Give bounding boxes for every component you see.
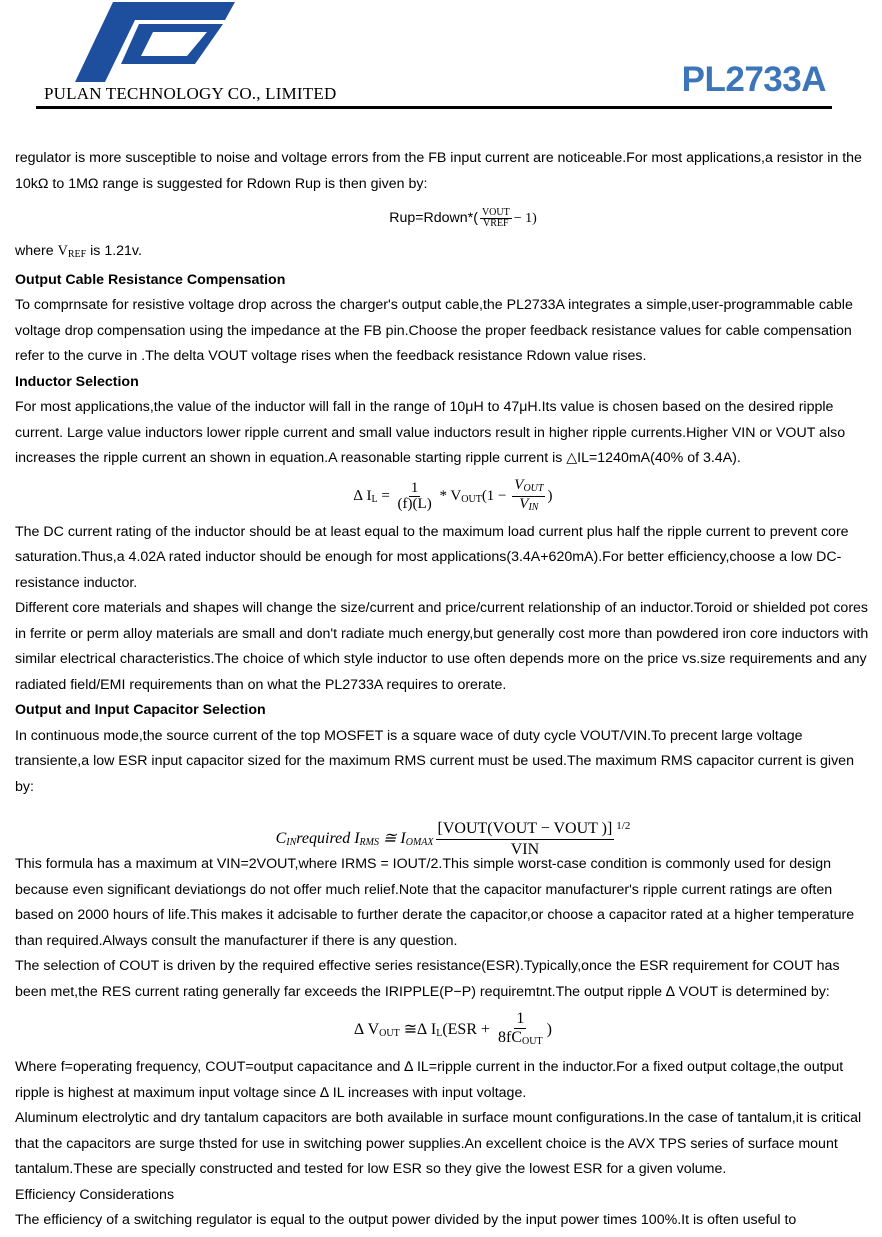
eq4-mid: ≅∆ I [399,1021,437,1038]
eq2-den: (f)(L) [397,495,432,512]
paragraph-formula-maximum: This formula has a maximum at VIN=2VOUT,where IRMS = IOUT/2.This simple worst-case condition is commonly used for design because even significant deviationgs do not offer much relief.Note that the capacitor manufacturer's ripple current ratings are often based on 2000 hours of life.This makes it adcisable to further derate the capacitor,or choose a capacitor rated at a higher temperature than required.Always consult the manufacturer if there is any question. [15,856,855,949]
eq-rup-prefix: Rup=Rdown*( [389,210,478,226]
eq4-close: ) [546,1021,552,1038]
where-vref-text-a: where [15,243,58,259]
eq4-den-sub: OUT [522,1035,543,1047]
equation-rup [55,197,871,239]
document-body [15,146,871,1234]
eq2-mid-sub: OUT [461,493,482,505]
eq2-num: 1 [410,479,419,496]
eq4-paren: (ESR + [442,1021,495,1038]
where-vref-sub: REF [67,249,87,260]
heading-inductor-selection: Inductor Selection [15,373,139,390]
paragraph-where-f: Where f=operating frequency, COUT=output capacitance and ∆ IL=ripple current in the inductor.For a fixed output coltage,the output ripple is highest at maximum input voltage since ∆ IL increases with input voltage. [15,1059,844,1101]
eq2-inner-fraction [512,478,545,515]
eq3-num: [VOUT(VOUT − VOUT )] [436,819,615,840]
eq4-lhs-sub: OUT [379,1028,400,1039]
eq-rup-suffix: − 1) [513,211,537,226]
paragraph-inductor-selection: For most applications,the value of the inductor will fall in the range of 10μH to 47μH.Its value is chosen based on the desired ripple current. Large value inductors lower ripple current and small value inductors result in higher ripple currents.Higher VIN or VOUT also increases the ripple current an shown in equation.A reasonable starting ripple current is △IL=1240mA(40% of 3.4A). [15,399,846,466]
paragraph-cout-selection: The selection of COUT is driven by the required effective series resistance(ESR).Typically,once the ESR requirement for COUT has been met,the RES current rating generally far exceeds the IRIPPLE(P−P) requiremtnt.The output ripple ∆ VOUT is determined by: [15,958,840,1000]
eq4-den: 8fC [498,1028,523,1046]
paragraph-core-materials: Different core materials and shapes will change the size/current and price/current relationship of an inductor.Toroid or shielded pot cores in ferrite or perm alloy materials are small and don't radiate much energy,but generally cost more than powdered iron core inductors with similar electrical characteristics.The choice of which style inductor to use often depends more on the price vs.size requirements and any radiated field/EMI requirements than on what the PL2733A requires to orerate. [15,600,869,693]
heading-cable-compensation: Output Cable Resistance Compensation [15,271,286,288]
where-vref [15,239,871,268]
eq2-fraction [396,481,434,512]
eq2-close: ) [547,487,553,504]
paragraph-dc-rating: The DC current rating of the inductor should be at least equal to the maximum load current plus half the ripple current to prevent core saturation.Thus,a 4.02A rated inductor should be enough for most applications(3.4A+620mA).For better efficiency,choose a low DC-resistance inductor. [15,523,849,591]
eq2-fden-sub: IN [528,501,539,513]
paragraph-aluminum-tantalum: Aluminum electrolytic and dry tantalum capacitors are both available in surface mount configurations.In the case of tantalum,it is critical that the capacitors are surge thsted for use in switching power supplies.An excellent choice is the AVX TPS series of surface mount tantalum.These are specially constructed and tested for low ESR so they give the lowest ESR for a given volume. [15,1110,862,1177]
eq2-fnum: V [514,476,524,493]
eq-rup-num: VOUT [481,206,510,218]
eq4-den-wrap [496,1029,545,1051]
eq2-lhs-sub: L [371,493,378,505]
equation-rms-current [35,800,871,858]
header-divider [36,106,832,109]
company-name: PULAN TECHNOLOGY CO., LIMITED [44,84,337,103]
paragraph-cable-compensation: To comprnsate for resistive voltage drop across the charger's output cable,the PL2733A integrates a simple,user-programmable cable voltage drop compensation using the impedance at the FB pin.Choose the proper feedback resistance values for cable compensation refer to the curve in .The delta VOUT voltage rises when the feedback resistance Rdown value rises. [15,297,853,364]
eq-rup-den: VREF [483,217,509,229]
eq3-lhs2-sub: RMS [359,837,379,848]
eq4-fraction [496,1010,545,1051]
equation-ripple-current [35,472,871,520]
eq4-lhs: ∆ V [354,1021,380,1038]
heading-efficiency: Efficiency Considerations [15,1186,175,1203]
where-vref-v: V [57,243,68,259]
pulan-logo-icon [75,2,235,82]
eq3-lhs-sub: IN [286,837,297,848]
eq2-eq: = [377,487,394,504]
heading-capacitor-selection: Output and Input Capacitor Selection [15,702,266,718]
eq2-mid: * V [435,487,462,504]
eq3-exponent: 1/2 [616,820,631,832]
part-number: PL2733A [681,60,826,99]
paragraph-capacitor-selection: In continuous mode,the source current of the top MOSFET is a square wace of duty cycle VOUT/VIN.To precent large voltage transiente,a low ESR input capacitor sized for the maximum RMS current must be used.The maximum RMS capacitor current is given by: [15,727,854,795]
eq2-lhs: ∆ I [353,487,372,504]
paragraph-fb-resistor: regulator is more susceptible to noise and voltage errors from the FB input current are noticeable.For most applications,a resistor in the 10kΩ to 1MΩ range is suggested for Rdown Rup is then given by: [15,150,862,192]
eq-rup-fraction [480,208,512,229]
eq3-lhs: C [275,830,287,847]
eq2-paren: (1 − [481,487,511,504]
page-header [0,0,882,115]
eq2-fden: V [519,495,529,512]
eq3-approx: ≅ I [379,830,406,847]
where-vref-text-b: is 1.21v. [86,243,142,259]
eq3-approx-sub: OMAX [405,837,434,848]
eq4-mid-sub: L [436,1028,443,1039]
equation-output-ripple [35,1005,871,1055]
eq4-num: 1 [516,1009,525,1027]
paragraph-efficiency: The efficiency of a switching regulator is equal to the output power divided by the input power times 100%.It is often useful to [15,1212,797,1228]
eq2-fnum-sub: OUT [523,482,544,494]
eq3-lhs2: required I [296,830,360,847]
eq3-den: VIN [510,840,540,858]
